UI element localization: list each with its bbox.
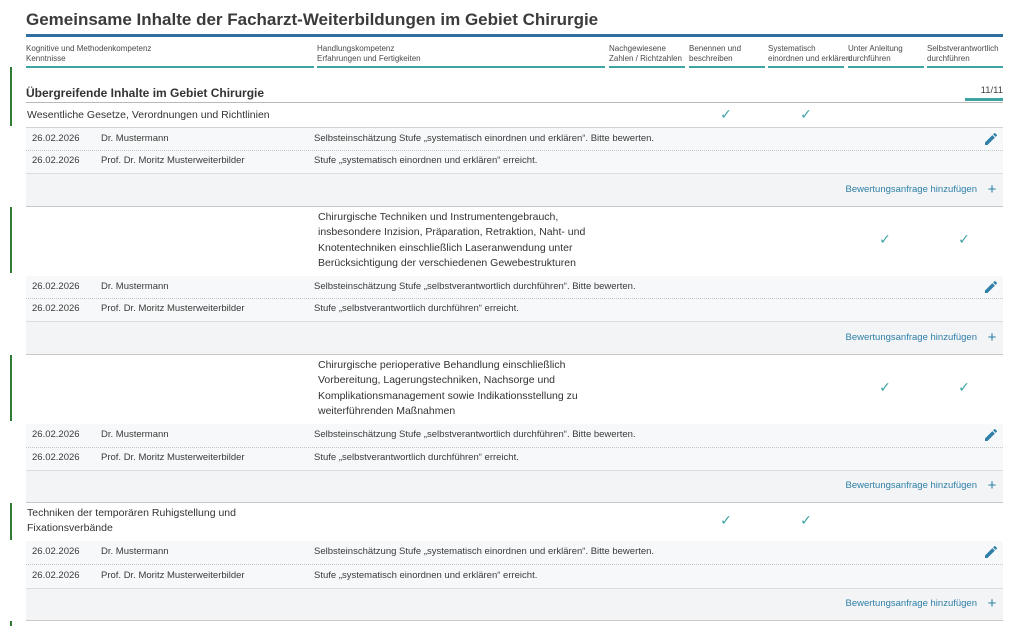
- column-header-kognitive: [26, 44, 314, 68]
- column-header-kognitive-line2: Kenntnisse: [26, 54, 66, 63]
- pencil-icon[interactable]: [983, 427, 999, 443]
- competence-item-line: Chirurgische perioperative Behandlung einschließlich: [318, 359, 566, 371]
- section-title: Übergreifende Inhalte im Gebiet Chirurgie: [26, 86, 265, 100]
- entry-date: 26.02.2026: [32, 452, 80, 463]
- entry-person: Dr. Mustermann: [101, 281, 169, 292]
- entry-person: Prof. Dr. Moritz Musterweiterbilder: [101, 570, 245, 581]
- entry-text: Stufe „selbstverantwortlich durchführen“ erreicht.: [314, 303, 519, 314]
- entry-text: Selbsteinschätzung Stufe „selbstverantwortlich durchführen“. Bitte bewerten.: [314, 281, 636, 292]
- entry-separator: [26, 150, 1003, 151]
- section-marker: [10, 67, 12, 126]
- plus-icon[interactable]: +: [987, 181, 997, 198]
- check-icon: ✓: [958, 379, 970, 395]
- entry-separator: [26, 447, 1003, 448]
- entry-date: 26.02.2026: [32, 281, 80, 292]
- column-header-handlung-line2: Erfahrungen und Fertigkeiten: [317, 54, 421, 63]
- entry-person: Dr. Mustermann: [101, 133, 169, 144]
- entry-date: 26.02.2026: [32, 303, 80, 314]
- column-header-nachgewiesene-line1: Nachgewiesene: [609, 44, 666, 53]
- column-header-systematisch-line2: einordnen und erklären: [768, 54, 851, 63]
- column-header-nachgewiesene-line2: Zahlen / Richtzahlen: [609, 54, 682, 63]
- entry-date: 26.02.2026: [32, 570, 80, 581]
- pencil-icon[interactable]: [983, 544, 999, 560]
- entry-text: Selbsteinschätzung Stufe „systematisch einordnen und erklären“. Bitte bewerten.: [314, 546, 655, 557]
- entry-separator: [26, 298, 1003, 299]
- column-header-benennen-line1: Benennen und: [689, 44, 742, 53]
- column-header-handlung: [317, 44, 605, 68]
- column-header-systematisch: [768, 44, 851, 68]
- entry-text: Stufe „systematisch einordnen und erklären“ erreicht.: [314, 155, 538, 166]
- column-header-selbst-line1: Selbstverantwortlich: [927, 44, 999, 53]
- section-pager[interactable]: 11/11: [980, 85, 1003, 96]
- competence-item-text: [27, 506, 307, 537]
- item-marker: [10, 621, 12, 626]
- item-divider: [26, 206, 1003, 207]
- check-icon: ✓: [720, 512, 732, 528]
- entry-person: Prof. Dr. Moritz Musterweiterbilder: [101, 452, 245, 463]
- plus-icon[interactable]: +: [987, 329, 997, 346]
- column-header-benennen: [689, 44, 765, 68]
- competence-item-text: [318, 358, 618, 420]
- column-header-systematisch-line1: Systematisch: [768, 44, 816, 53]
- competence-item-line: insbesondere Inzision, Präparation, Retraktion, Naht- und: [318, 226, 586, 239]
- competence-item-text: [318, 210, 618, 272]
- title-rule: [26, 34, 1003, 37]
- check-icon: ✓: [720, 106, 732, 122]
- column-header-benennen-line2: beschreiben: [689, 54, 733, 63]
- competence-item-line: Fixationsverbände: [27, 522, 113, 535]
- check-icon: ✓: [879, 231, 891, 247]
- entry-person: Prof. Dr. Moritz Musterweiterbilder: [101, 303, 245, 314]
- item-divider: [26, 620, 1003, 621]
- entry-separator: [26, 564, 1003, 565]
- entry-text: Selbsteinschätzung Stufe „systematisch einordnen und erklären“. Bitte bewerten.: [314, 133, 655, 144]
- column-header-handlung-line1: Handlungskompetenz: [317, 44, 395, 53]
- item-marker: [10, 355, 12, 421]
- item-marker: [10, 207, 12, 273]
- plus-icon[interactable]: +: [987, 595, 997, 612]
- add-request-link[interactable]: Bewertungsanfrage hinzufügen: [845, 480, 977, 491]
- competence-item-line: Vorbereitung, Lagerungstechniken, Nachsorge und: [318, 374, 555, 387]
- page-title: Gemeinsame Inhalte der Facharzt-Weiterbildungen im Gebiet Chirurgie: [26, 10, 599, 29]
- entry-date: 26.02.2026: [32, 546, 80, 557]
- item-divider: [26, 354, 1003, 355]
- column-header-selbst-line2: durchführen: [927, 54, 970, 63]
- add-request-link[interactable]: Bewertungsanfrage hinzufügen: [845, 598, 977, 609]
- entry-text: Stufe „systematisch einordnen und erklären“ erreicht.: [314, 570, 538, 581]
- section-rule: [26, 102, 1003, 103]
- plus-icon[interactable]: +: [987, 477, 997, 494]
- competence-item-line: Techniken der temporären Ruhigstellung und: [27, 507, 236, 519]
- column-header-anleitung-line2: durchführen: [848, 54, 891, 63]
- add-request-link[interactable]: Bewertungsanfrage hinzufügen: [845, 184, 977, 195]
- competence-item-line: Knotentechniken einschließlich Laseranwendung unter: [318, 241, 573, 254]
- column-header-anleitung-line1: Unter Anleitung: [848, 44, 903, 53]
- column-header-nachgewiesene: [609, 44, 685, 68]
- entry-person: Dr. Mustermann: [101, 429, 169, 440]
- pencil-icon[interactable]: [983, 279, 999, 295]
- entry-person: Prof. Dr. Moritz Musterweiterbilder: [101, 155, 245, 166]
- check-icon: ✓: [800, 512, 812, 528]
- entry-date: 26.02.2026: [32, 429, 80, 440]
- item-divider: [26, 502, 1003, 503]
- check-icon: ✓: [958, 231, 970, 247]
- entry-date: 26.02.2026: [32, 155, 80, 166]
- competence-item-line: Wesentliche Gesetze, Verordnungen und Richtlinien: [27, 109, 270, 121]
- entry-date: 26.02.2026: [32, 133, 80, 144]
- entry-text: Selbsteinschätzung Stufe „selbstverantwortlich durchführen“. Bitte bewerten.: [314, 429, 636, 440]
- section-pager-bar: [965, 98, 1003, 101]
- check-icon: ✓: [879, 379, 891, 395]
- entry-text: Stufe „selbstverantwortlich durchführen“ erreicht.: [314, 452, 519, 463]
- check-icon: ✓: [800, 106, 812, 122]
- column-header-selbst: [927, 44, 1003, 68]
- competence-item-line: Komplikationsmanagement sowie Indikationsstellung zu: [318, 389, 578, 402]
- column-header-kognitive-line1: Kognitive und Methodenkompetenz: [26, 44, 152, 53]
- column-header-anleitung: [848, 44, 924, 68]
- competence-item-line: Chirurgische Techniken und Instrumentengebrauch,: [318, 211, 559, 223]
- item-marker: [10, 503, 12, 540]
- entry-person: Dr. Mustermann: [101, 546, 169, 557]
- competence-item-line: Berücksichtigung der verschiedenen Gewebestrukturen: [318, 257, 576, 270]
- competence-item-text: [27, 108, 307, 123]
- pencil-icon[interactable]: [983, 131, 999, 147]
- competence-item-line: weiterführenden Maßnahmen: [318, 405, 456, 418]
- add-request-link[interactable]: Bewertungsanfrage hinzufügen: [845, 332, 977, 343]
- item-divider: [26, 127, 1003, 128]
